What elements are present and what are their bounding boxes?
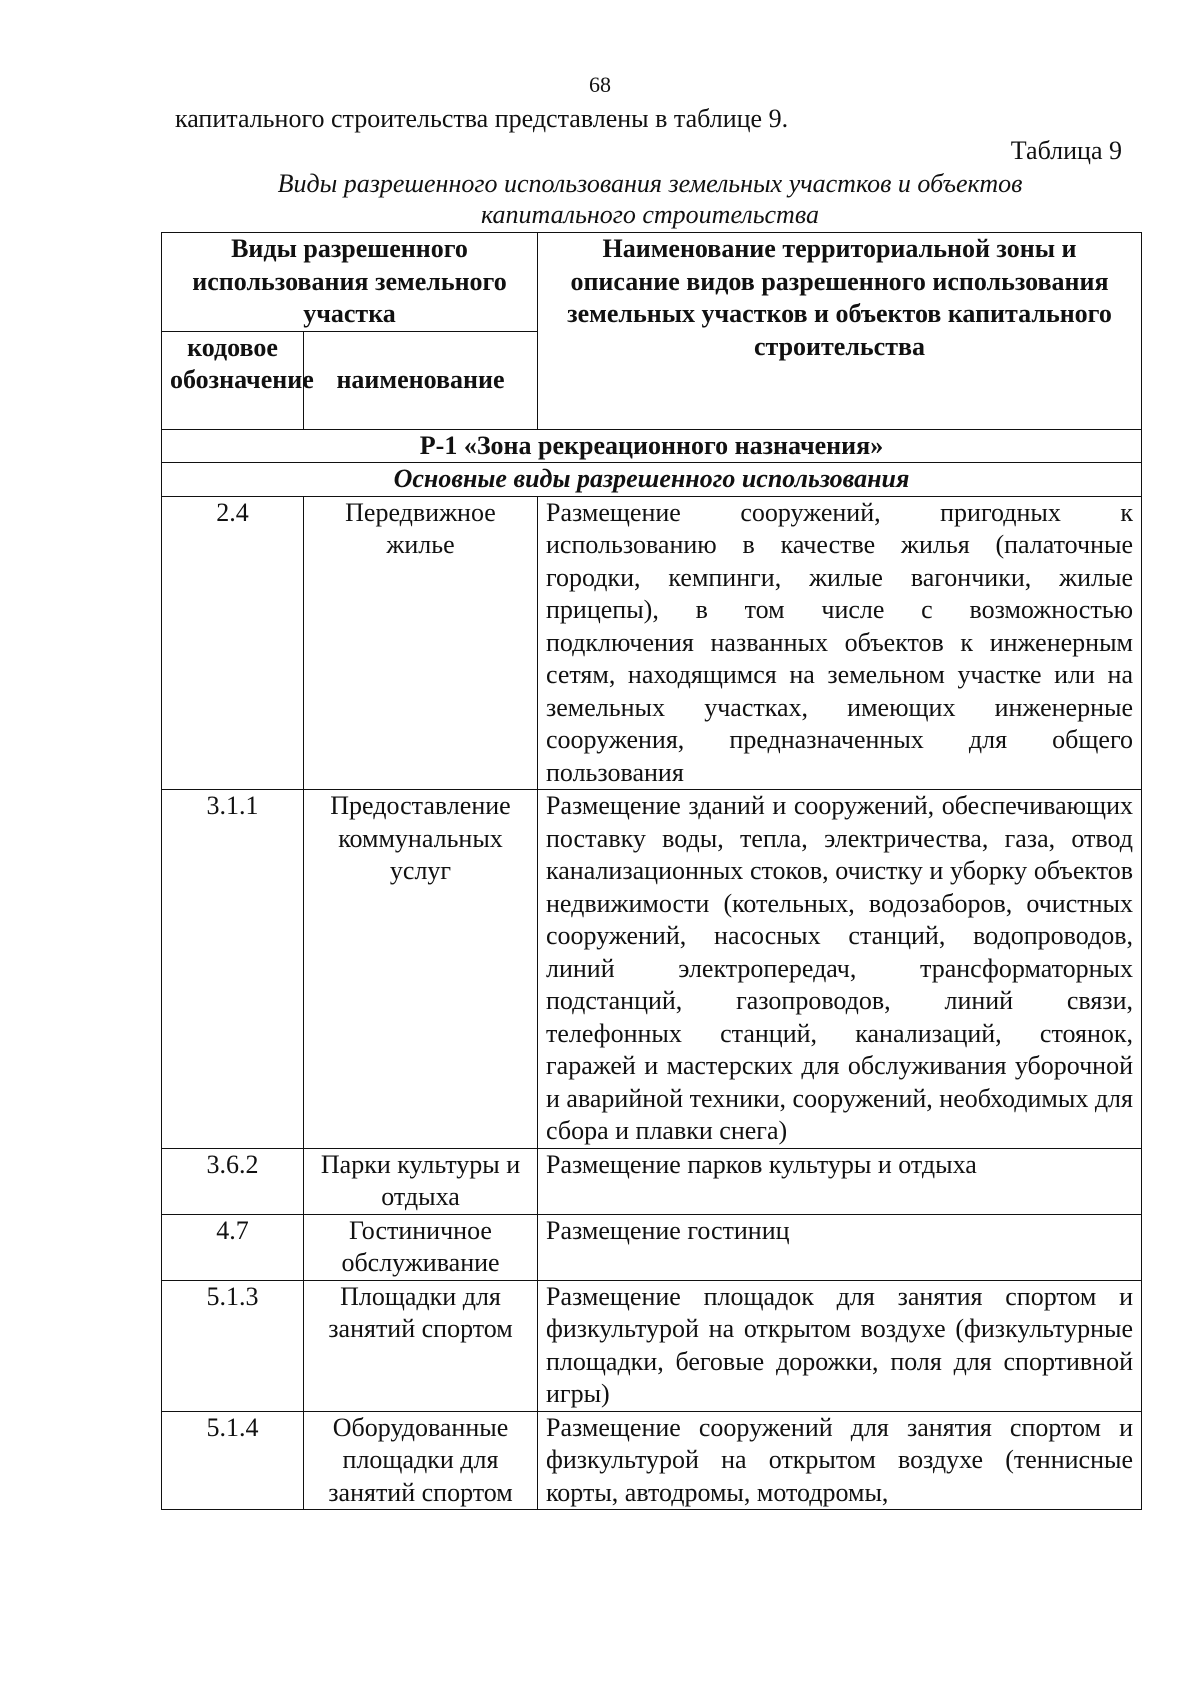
row-code: 3.6.2 (162, 1148, 304, 1214)
row-name: Парки культуры и отдыха (304, 1148, 538, 1214)
row-description: Размещение гостиниц (538, 1214, 1142, 1280)
table-row (162, 496, 1142, 790)
row-code: 3.1.1 (162, 790, 304, 1149)
header-kinds: Виды разрешенного использования земельного участка (162, 233, 538, 332)
row-code: 5.1.4 (162, 1411, 304, 1510)
land-use-table (161, 232, 1142, 1510)
header-zone-description: Наименование территориальной зоны и описание видов разрешенного использования земельных участков и объектов капитального строительства (538, 233, 1142, 430)
table-row (162, 1280, 1142, 1411)
zone-title-row (162, 429, 1142, 463)
header-name: наименование (304, 331, 538, 429)
row-description: Размещение зданий и сооружений, обеспечивающих поставку воды, тепла, электричества, газа, отвод канализационных стоков, очистку и уборку объектов недвижимости (котельных, водозаборов, очистных сооружений, насосных станций, водопроводов, линий электропередач, трансформаторных подстанций, газопроводов, линий связи, телефонных станций, канализаций, стоянок, гаражей и мастерских для обслуживания уборочной и аварийной техники, сооружений, необходимых для сбора и плавки снега) (538, 790, 1142, 1149)
row-name: Предоставление коммунальных услуг (304, 790, 538, 1149)
table-row (162, 1411, 1142, 1510)
row-description: Размещение площадок для занятия спортом и физкультурой на открытом воздухе (физкультурные площадки, беговые дорожки, поля для спортивной игры) (538, 1280, 1142, 1411)
header-row-top (162, 233, 1142, 332)
caption-line-1: Виды разрешенного использования земельных участков и объектов (277, 169, 1023, 198)
kinds-title: Основные виды разрешенного использования (162, 463, 1142, 497)
row-description: Размещение сооружений для занятия спортом и физкультурой на открытом воздухе (теннисные корты, автодромы, мотодромы, (538, 1411, 1142, 1510)
intro-text: капитального строительства представлены в таблице 9. (175, 104, 789, 133)
row-code: 2.4 (162, 496, 304, 790)
page-number: 68 (589, 72, 611, 97)
table-row (162, 1214, 1142, 1280)
kinds-title-row (162, 463, 1142, 497)
zone-title: Р-1 «Зона рекреационного назначения» (162, 429, 1142, 463)
row-name: Передвижное жилье (304, 496, 538, 790)
table-row (162, 1148, 1142, 1214)
row-name: Площадки для занятий спортом (304, 1280, 538, 1411)
row-code: 4.7 (162, 1214, 304, 1280)
table-caption (160, 168, 1140, 230)
header-code: кодовое обозначение (162, 331, 304, 429)
row-name: Оборудованные площадки для занятий спортом (304, 1411, 538, 1510)
row-description: Размещение сооружений, пригодных к использованию в качестве жилья (палаточные городки, кемпинги, жилые вагончики, жилые прицепы), в том числе с возможностью подключения названных объектов к инженерным сетям, находящимся на земельном участке или на земельных участках, имеющих инженерные сооружения, предназначенных для общего пользования (538, 496, 1142, 790)
table-row (162, 790, 1142, 1149)
table-label: Таблица 9 (1010, 136, 1122, 165)
caption-line-2: капитального строительства (481, 200, 819, 229)
row-code: 5.1.3 (162, 1280, 304, 1411)
row-name: Гостиничное обслуживание (304, 1214, 538, 1280)
row-description: Размещение парков культуры и отдыха (538, 1148, 1142, 1214)
